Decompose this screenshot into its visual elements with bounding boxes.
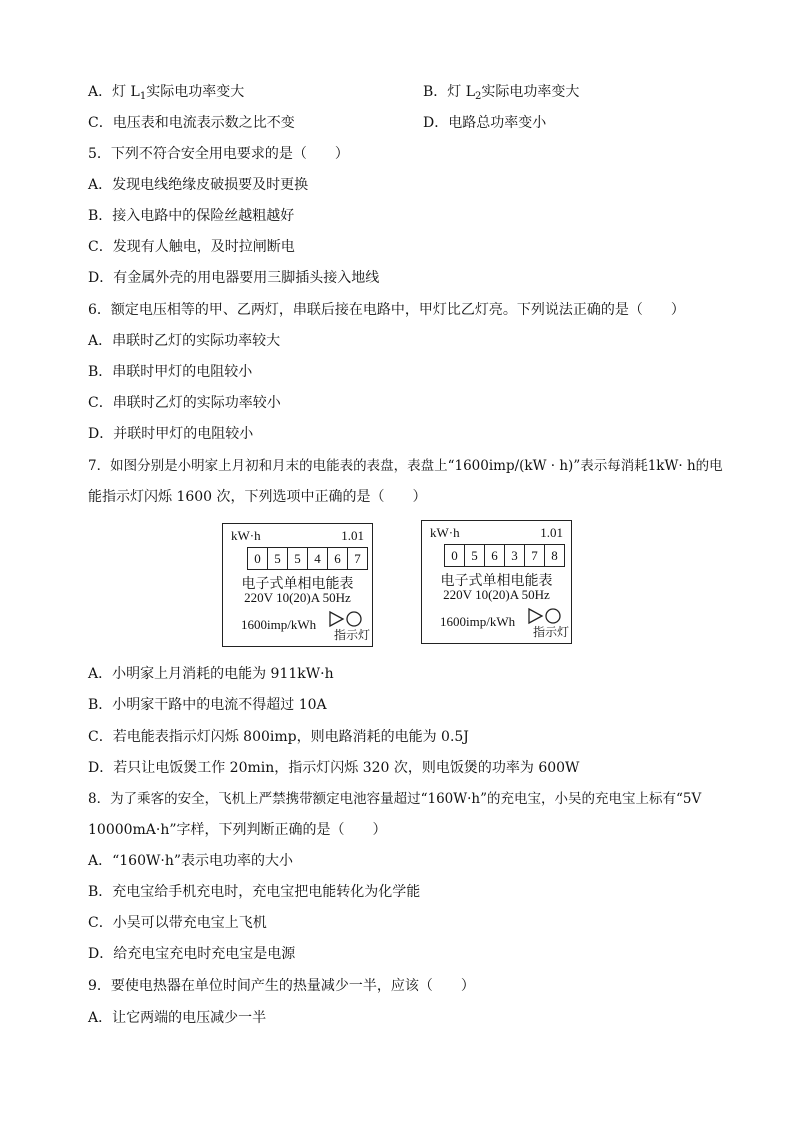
q7-option-b: B．小明家干路中的电流不得超过 10A: [88, 697, 327, 713]
q9-stem: 9．要使电热器在单位时间产生的热量减少一半，应该（ ）: [88, 978, 475, 994]
q5-stem: 5．下列不符合安全用电要求的是（ ）: [88, 146, 349, 162]
meter-digits: [247, 547, 368, 570]
meter-name: 电子式单相电能表: [440, 573, 553, 589]
q7-stem-line2: 能指示灯闪烁 1600 次，下列选项中正确的是（ ）: [88, 489, 427, 505]
meter-unit: kW·h: [231, 528, 261, 543]
meter-digit: 7: [525, 545, 545, 566]
q6-option-d: D．并联时甲灯的电阻较小: [88, 426, 254, 442]
q4-option-a: A．灯 $L_1$实际电功率变大: [88, 84, 245, 102]
meter-digit: 5: [465, 545, 485, 566]
q8-option-c: C．小吴可以带充电宝上飞机: [88, 915, 267, 931]
meter-digits: [444, 544, 565, 567]
meter-name: 电子式单相电能表: [241, 576, 354, 592]
q5-option-a: A．发现电线绝缘皮破损要及时更换: [88, 177, 309, 193]
meter-digit: 3: [505, 545, 525, 566]
q5-option-c: C．发现有人触电，及时拉闸断电: [88, 239, 295, 255]
q5-option-b: B．接入电路中的保险丝越粗越好: [88, 208, 295, 224]
q4-option-b: B．灯 $L_2$实际电功率变大: [423, 84, 580, 102]
meter-version: 1.01: [540, 525, 563, 540]
meter-spec: 220V 10(20)A 50Hz: [244, 590, 351, 605]
meter-version: 1.01: [341, 528, 364, 543]
q5-option-d: D．有金属外壳的用电器要用三脚插头接入地线: [88, 270, 380, 286]
energy-meter-start: [222, 523, 373, 647]
q6-option-a: A．串联时乙灯的实际功率较大: [88, 333, 281, 349]
indicator-label: 指示灯: [532, 625, 569, 639]
meter-imp-rate: 1600imp/kWh: [440, 614, 516, 629]
q4-option-d: D．电路总功率变小: [423, 115, 547, 131]
meter-spec: 220V 10(20)A 50Hz: [443, 587, 550, 602]
meter-digit: 0: [445, 545, 465, 566]
meter-unit: kW·h: [430, 525, 460, 540]
q7-option-a: A．小明家上月消耗的电能为 911kW·h: [88, 666, 334, 682]
meter-digit: 6: [328, 548, 348, 569]
indicator-label: 指示灯: [333, 628, 370, 642]
q9-option-a: A．让它两端的电压减少一半: [88, 1010, 267, 1026]
q8-option-d: D．给充电宝充电时充电宝是电源: [88, 946, 296, 962]
meter-imp-rate: 1600imp/kWh: [241, 617, 317, 632]
q6-stem: 6．额定电压相等的甲、乙两灯，串联后接在电路中，甲灯比乙灯亮。下列说法正确的是（ ）: [88, 302, 685, 318]
q8-option-a: A．“160W·h”表示电功率的大小: [88, 853, 294, 869]
meter-digit: 0: [248, 548, 268, 569]
meter-digit: 5: [268, 548, 288, 569]
q8-option-b: B．充电宝给手机充电时，充电宝把电能转化为化学能: [88, 884, 421, 900]
q6-option-c: C．串联时乙灯的实际功率较小: [88, 395, 281, 411]
meter-digit: 4: [308, 548, 328, 569]
q7-stem-line1: 7．如图分别是小明家上月初和月末的电能表的表盘，表盘上“1600imp/(kW · h)”表示每消耗1kW· h的电: [88, 458, 723, 474]
q6-option-b: B．串联时甲灯的电阻较小: [88, 364, 253, 380]
energy-meter-end: [421, 520, 572, 644]
q7-option-d: D．若只让电饭煲工作 20min，指示灯闪烁 320 次，则电饭煲的功率为 600W: [88, 760, 580, 776]
q7-option-c: C．若电能表指示灯闪烁 800imp，则电路消耗的电能为 0.5J: [88, 729, 469, 745]
meter-digit: 7: [354, 550, 361, 566]
meter-digit: 5: [288, 548, 308, 569]
q8-stem-line1: 8．为了乘客的安全，飞机上严禁携带额定电池容量超过“160W·h”的充电宝，小吴的充电宝上标有“5V: [88, 791, 702, 807]
q4-option-c: C．电压表和电流表示数之比不变: [88, 115, 295, 131]
q8-stem-line2: 10000mA·h”字样，下列判断正确的是（ ）: [88, 822, 387, 838]
meter-digit: 6: [485, 545, 505, 566]
meter-digit: 8: [551, 547, 558, 563]
